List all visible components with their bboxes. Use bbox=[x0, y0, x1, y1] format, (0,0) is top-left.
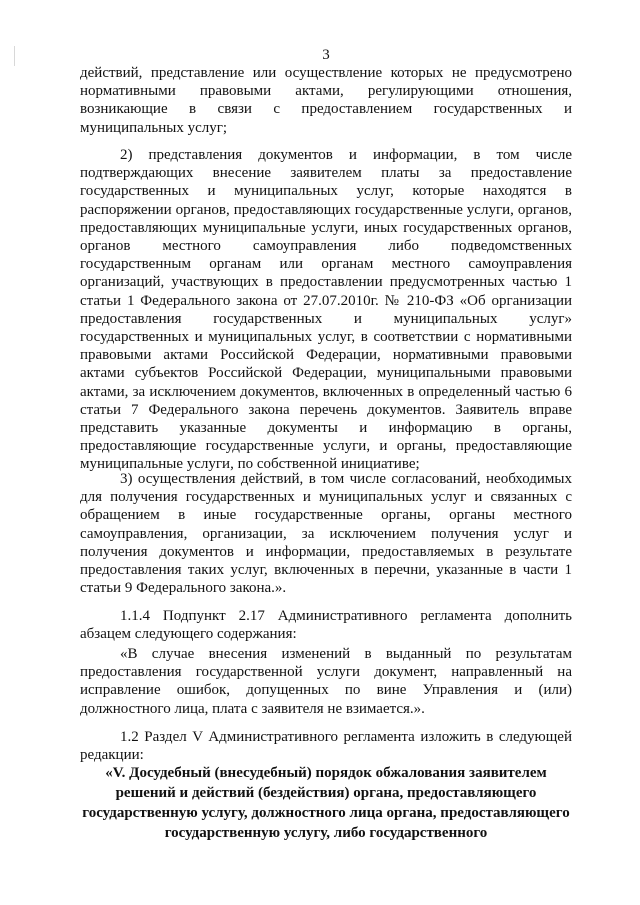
paragraph-item-2: 2) представления документов и информации, в том числе подтверждающих внесение заявителем платы за предоставление государственных и муниципальных услуг, которые находятся в распоряжении органов, предоставляющих государственные услуги, органов, предоставляющих муниципальные услуги, иных государственных органов, органов местного самоуправления либо подведомственных государственным органам или органам местного самоуправления организаций, участвующих в предоставлении предусмотренных частью 1 статьи 1 Федерального закона от 27.07.2010г. № 210-ФЗ «Об организации предоставления государственных и муниципальных услуг» государственных и муниципальных услуг, в соответствии с нормативными правовыми актами Российской Федерации, нормативными правовыми актами субъектов Российской Федерации, муниципальными правовыми актами, за исключением документов, включенных в определенный частью 6 статьи 7 Федерального закона перечень документов. Заявитель вправе представить указанные документы и информацию в органы, предоставляющие государственные услуги, и органы, предоставляющие муниципальные услуги, по собственной инициативе; bbox=[80, 147, 572, 473]
page-number: 3 bbox=[322, 47, 330, 63]
paragraph-quote: «В случае внесения изменений в выданный по результатам предоставления государственной услуги документ, направленный на исправление ошибок, допущенных по вине Управления и (или) должностного лица, плата с заявителя не взимается.». bbox=[80, 646, 572, 717]
paragraph-1-1-4: 1.1.4 Подпункт 2.17 Административного регламента дополнить абзацем следующего содержания: bbox=[80, 608, 572, 643]
paragraph-continuation: действий, представление или осуществление которых не предусмотрено нормативными правовыми актами, регулирующими отношения, возникающие в связи с предоставлением государственных и муниципальных услуг; bbox=[80, 65, 572, 136]
paragraph-1-2: 1.2 Раздел V Административного регламента изложить в следующей редакции: bbox=[80, 729, 572, 764]
paragraph-item-3: 3) осуществления действий, в том числе согласований, необходимых для получения государственных и муниципальных услуг и связанных с обращением в иные государственные органы, органы местного самоуправления, организации, за исключением получения услуг и получения документов и информации, предоставляемых в результате предоставления таких услуг, включенных в перечни, указанные в части 1 статьи 9 Федерального закона.». bbox=[80, 471, 572, 597]
section-v-heading: «V. Досудебный (внесудебный) порядок обжалования заявителем решений и действий (бездействия) органа, предоставляющего государственную услугу, должностного лица органа, предоставляющего государственную услугу, либо государственного bbox=[82, 765, 570, 841]
margin-mark bbox=[14, 46, 15, 66]
